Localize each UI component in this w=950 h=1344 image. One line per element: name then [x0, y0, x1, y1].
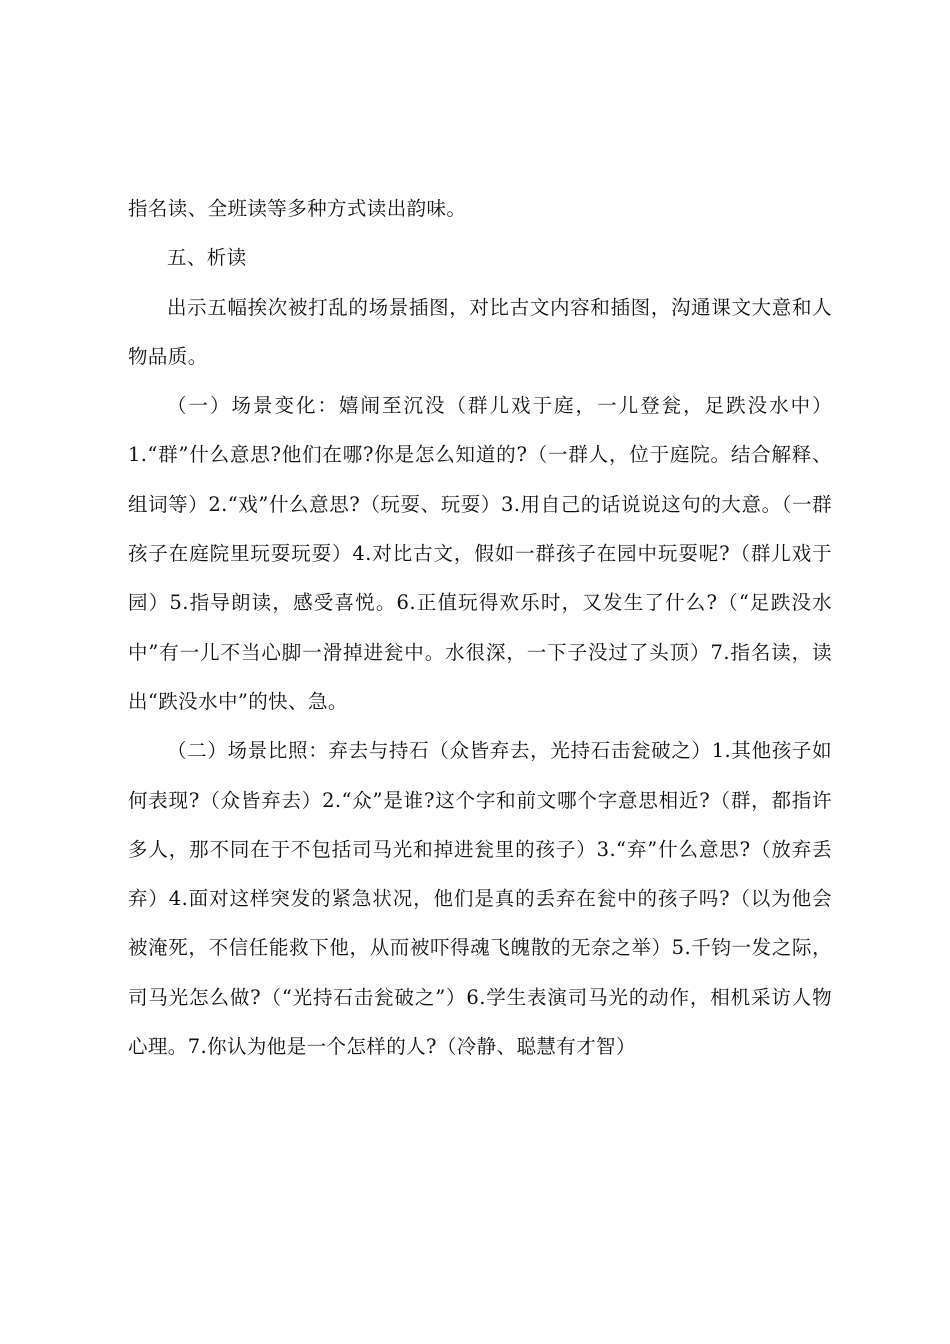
section-heading-analysis: 五、析读	[167, 246, 247, 270]
paragraph-reading-methods: 指名读、全班读等多种方式读出韵味。	[128, 197, 467, 220]
paragraph-scene-two: （二）场景比照：弃去与持石（众皆弃去，光持石击瓮破之）1.其他孩子如何表现?（众皆弃去）2.“众”是谁?这个字和前文哪个字意思相近?（群，都指许多人，那不同在于不包括司马光和掉进瓮里的孩子）3.“弃”什么意思?（放弃丢弃）4.面对这样突发的紧急状况，他们是真的丢弃在瓮中的孩子吗?（以为他会被淹死，不信任能救下他，从而被吓得魂飞魄散的无奈之举）5.千钧一发之际，司马光怎么做?（“光持石击瓮破之”）6.学生表演司马光的动作，相机采访人物心理。7.你认为他是一个怎样的人?（冷静、聪慧有才智）	[128, 739, 832, 1059]
paragraph-illustrations: 出示五幅挨次被打乱的场景插图，对比古文内容和插图，沟通课文大意和人物品质。	[128, 295, 832, 368]
document-body	[128, 184, 832, 1071]
paragraph-scene-one: （一）场景变化：嬉闹至沉没（群儿戏于庭，一儿登瓮，足跌没水中）1.“群”什么意思?他们在哪?你是怎么知道的?（一群人，位于庭院。结合解释、组词等）2.“戏”什么意思?（玩耍、玩耍）3.用自己的话说说这句的大意。（一群孩子在庭院里玩耍玩耍）4.对比古文，假如一群孩子在园中玩耍呢?（群儿戏于园）5.指导朗读，感受喜悦。6.正值玩得欢乐时，又发生了什么?（“足跌没水中”有一儿不当心脚一滑掉进瓮中。水很深，一下子没过了头顶）7.指名读，读出“跌没水中”的快、急。	[128, 394, 832, 713]
